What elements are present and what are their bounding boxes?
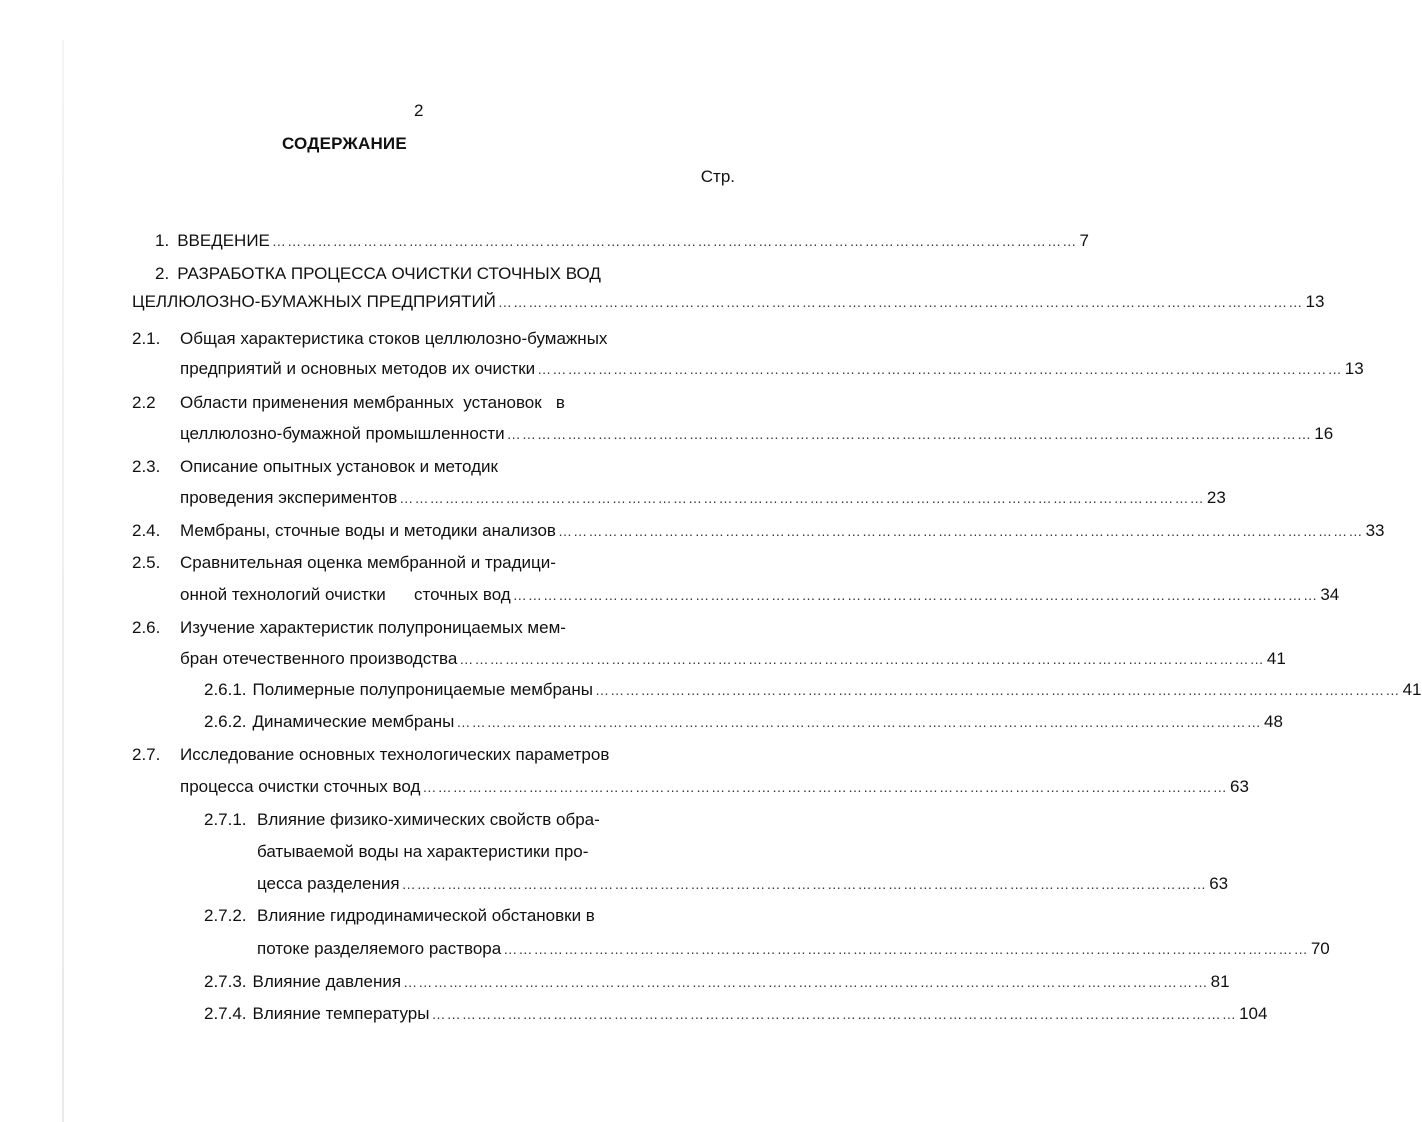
- toc-entry-1[interactable]: [155, 231, 1089, 253]
- toc-entry-title[interactable]: Описание опытных установок и методик: [180, 457, 498, 476]
- toc-entry-title-cont: проведения экспериментов: [180, 488, 398, 507]
- leader-dots: ……………………………………………………………………………………………………………………………………………: [503, 941, 1309, 957]
- toc-entry-title: Полимерные полупроницаемые мембраны: [252, 680, 593, 699]
- toc-entry-number: 2.: [155, 264, 170, 283]
- toc-entry-number: 2.6.1.: [204, 680, 247, 699]
- toc-entry-2-7-4[interactable]: [204, 1004, 1268, 1026]
- toc-entry-page: 70: [1310, 939, 1330, 958]
- toc-entry-2-4[interactable]: [180, 521, 1385, 543]
- toc-entry-title: РАЗРАБОТКА ПРОЦЕССА ОЧИСТКИ СТОЧНЫХ ВОД: [177, 264, 601, 283]
- leader-dots: ……………………………………………………………………………………………………………………………………………: [431, 1006, 1238, 1022]
- toc-entry-title-cont: целлюлозно-бумажной промышленности: [180, 424, 505, 443]
- toc-entry-2-6[interactable]: [180, 649, 1286, 671]
- leader-dots: ……………………………………………………………………………………………………………………………………………: [557, 523, 1364, 539]
- toc-entry-title: Мембраны, сточные воды и методики анализов: [180, 521, 556, 540]
- toc-entry-title-cont: цесса разделения: [257, 874, 400, 893]
- toc-entry-number: 2.4.: [132, 521, 161, 540]
- toc-entry-page: 41: [1266, 649, 1286, 668]
- toc-entry-title-cont: предприятий и основных методов их очистки: [180, 359, 536, 378]
- toc-entry-2-3[interactable]: [180, 488, 1226, 510]
- toc-entry-title: Динамические мембраны: [252, 712, 455, 731]
- toc-entry-title[interactable]: Области применения мембранных установок в: [180, 393, 565, 412]
- toc-entry-title[interactable]: Общая характеристика стоков целлюлозно-бумажных: [180, 329, 608, 348]
- toc-entry-page: 63: [1209, 874, 1229, 893]
- leader-dots: ……………………………………………………………………………………………………………………………………………: [512, 587, 1319, 603]
- toc-entry-2-5[interactable]: [180, 585, 1340, 607]
- toc-entry-page: 13: [1344, 359, 1364, 378]
- toc-entry-title[interactable]: Изучение характеристик полупроницаемых мем-: [180, 618, 566, 637]
- toc-entry-page: 34: [1320, 585, 1340, 604]
- toc-entry-title[interactable]: Сравнительная оценка мембранной и традици-: [180, 553, 556, 572]
- toc-entry-page: 7: [1079, 231, 1089, 250]
- leader-dots: ……………………………………………………………………………………………………………………………………………: [271, 233, 1078, 249]
- toc-entry-2-7-1[interactable]: [257, 874, 1229, 896]
- toc-entry-page: 81: [1210, 972, 1230, 991]
- toc-entry-title[interactable]: Исследование основных технологических параметров: [180, 745, 610, 764]
- toc-entry-2-7-3[interactable]: [204, 972, 1230, 994]
- leader-dots: ……………………………………………………………………………………………………………………………………………: [459, 651, 1265, 667]
- toc-entry-2-6-2[interactable]: [204, 712, 1283, 734]
- toc-entry-number: 2.7.1.: [204, 810, 247, 829]
- toc-entry-2[interactable]: [132, 292, 1325, 314]
- leader-dots: ……………………………………………………………………………………………………………………………………………: [537, 361, 1343, 377]
- toc-entry-page: 33: [1365, 521, 1385, 540]
- toc-entry-page: 104: [1239, 1004, 1268, 1023]
- toc-entry-page: 41: [1402, 680, 1422, 699]
- leader-dots: ……………………………………………………………………………………………………………………………………………: [497, 294, 1304, 310]
- toc-entry-2-line-1[interactable]: [155, 264, 601, 284]
- toc-entry-number: 2.7.: [132, 745, 161, 764]
- toc-entry-page: 48: [1264, 712, 1283, 731]
- toc-entry-2-7[interactable]: [180, 777, 1249, 799]
- toc-entry-title-cont[interactable]: батываемой воды на характеристики про-: [257, 842, 589, 861]
- toc-entry-title: Влияние давления: [252, 972, 402, 991]
- leader-dots: ……………………………………………………………………………………………………………………………………………: [506, 426, 1313, 442]
- leader-dots: ……………………………………………………………………………………………………………………………………………: [399, 490, 1205, 506]
- toc-entry-title: ВВЕДЕНИЕ: [177, 231, 270, 250]
- toc-entry-title[interactable]: Влияние гидродинамической обстановки в: [257, 906, 595, 925]
- leader-dots: ……………………………………………………………………………………………………………………………………………: [456, 714, 1263, 730]
- toc-entry-number: 2.5.: [132, 553, 161, 572]
- toc-entry-2-7-2[interactable]: [257, 939, 1330, 961]
- toc-entry-title-cont: процесса очистки сточных вод: [180, 777, 421, 796]
- leader-dots: ……………………………………………………………………………………………………………………………………………: [422, 779, 1228, 795]
- toc-entry-page: 63: [1229, 777, 1249, 796]
- scan-edge-shadow: [62, 40, 64, 1122]
- toc-entry-2-6-1[interactable]: [204, 680, 1422, 702]
- toc-entry-2-2[interactable]: [180, 424, 1334, 446]
- toc-entry-page: 23: [1206, 488, 1226, 507]
- page-title: СОДЕРЖАНИЕ: [282, 134, 407, 153]
- toc-entry-page: 13: [1305, 292, 1325, 311]
- toc-entry-number: 2.2: [132, 393, 156, 412]
- toc-entry-page: 16: [1314, 424, 1334, 443]
- toc-entry-number: 2.7.2.: [204, 906, 247, 925]
- toc-entry-number: 2.6.: [132, 618, 161, 637]
- toc-entry-number: 2.1.: [132, 329, 161, 348]
- toc-entry-title[interactable]: Влияние физико-химических свойств обра-: [257, 810, 600, 829]
- page-column-header: Стр.: [700, 167, 735, 186]
- toc-entry-title-cont: онной технологий очистки сточных вод: [180, 585, 511, 604]
- toc-entry-title: Влияние температуры: [252, 1004, 430, 1023]
- toc-entry-number: 1.: [155, 231, 170, 250]
- leader-dots: ……………………………………………………………………………………………………………………………………………: [403, 974, 1209, 990]
- toc-entry-number: 2.7.4.: [204, 1004, 247, 1023]
- toc-entry-number: 2.6.2.: [204, 712, 247, 731]
- leader-dots: ……………………………………………………………………………………………………………………………………………: [594, 682, 1401, 698]
- toc-entry-number: 2.3.: [132, 457, 161, 476]
- toc-entry-2-1[interactable]: [180, 359, 1364, 381]
- page-number: 2: [414, 101, 424, 120]
- toc-entry-number: 2.7.3.: [204, 972, 247, 991]
- toc-entry-title-cont: потоке разделяемого раствора: [257, 939, 502, 958]
- leader-dots: ……………………………………………………………………………………………………………………………………………: [401, 876, 1208, 892]
- toc-entry-title-cont: ЦЕЛЛЮЛОЗНО-БУМАЖНЫХ ПРЕДПРИЯТИЙ: [132, 292, 496, 311]
- toc-entry-title-cont: бран отечественного производства: [180, 649, 458, 668]
